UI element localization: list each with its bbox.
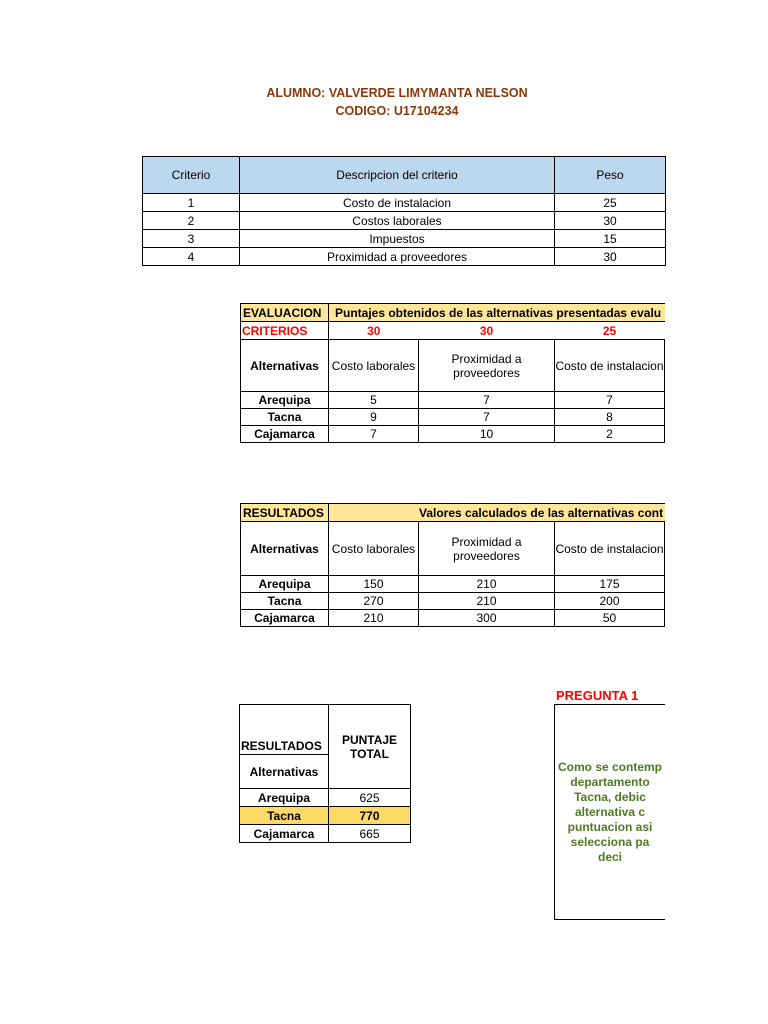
evaluacion-label: EVALUACION [241,304,329,322]
cell: 5 [329,392,419,409]
cell: Impuestos [240,230,555,248]
cell: 10 [419,426,555,443]
criteria-header-row [143,157,666,194]
col-puntaje-total: PUNTAJE TOTAL [329,705,411,789]
table-row [240,825,411,843]
col-costo-laborales: Costo laborales [329,340,419,392]
col-costo-laborales: Costo laborales [329,522,419,576]
cell: 210 [329,610,419,627]
resultados-title: Valores calculados de las alternativas cont [329,504,666,522]
weight-proximidad: 30 [419,322,555,340]
student-code: CODIGO: U17104234 [335,104,459,118]
cell: 300 [419,610,555,627]
table-row [241,576,666,593]
cell: 8 [555,409,665,426]
cell: 30 [555,248,666,266]
table-row [241,409,666,426]
header-criterio: Criterio [143,157,240,194]
cell: 150 [329,576,419,593]
table-row [241,593,666,610]
totales-table [239,704,411,843]
cell: 50 [555,610,665,627]
cell: 665 [329,825,411,843]
cell: 2 [143,212,240,230]
table-row [143,230,666,248]
resultados-table [240,503,665,627]
row-label: Arequipa [240,789,329,807]
pregunta-line: alternativa c [574,805,646,819]
pregunta-line: Tacna, debic [574,790,646,804]
row-label: Cajamarca [241,426,329,443]
criteria-table [142,156,666,266]
totales-label: RESULTADOS [240,705,329,755]
pregunta-line: selecciona pa [570,835,650,849]
row-label: Cajamarca [240,825,329,843]
col-costo-instalacion: Costo de instalacion [555,340,665,392]
evaluacion-title: Puntajes obtenidos de las alternativas presentadas evalu [329,304,666,322]
cell: 1 [143,194,240,212]
row-label: Tacna [241,409,329,426]
row-label: Tacna [241,593,329,610]
table-row [143,212,666,230]
student-name: ALUMNO: VALVERDE LIMYMANTA NELSON [266,86,528,100]
cell: 4 [143,248,240,266]
header-peso: Peso [555,157,666,194]
col-proximidad: Proximidad a proveedores [419,522,555,576]
cell: 200 [555,593,665,610]
col-alternativas: Alternativas [241,340,329,392]
resultados-label: RESULTADOS [241,504,329,522]
cell: 270 [329,593,419,610]
cell: 175 [555,576,665,593]
table-row [241,392,666,409]
table-row [143,194,666,212]
cell: 7 [329,426,419,443]
cell: 9 [329,409,419,426]
header-descripcion: Descripcion del criterio [240,157,555,194]
col-proximidad: Proximidad a proveedores [419,340,555,392]
pregunta-line: puntuacion asi [567,820,653,834]
cell: 2 [555,426,665,443]
table-row-highlight [240,807,411,825]
table-row [241,610,666,627]
cell: 625 [329,789,411,807]
pregunta-label: PREGUNTA 1 [556,688,639,703]
col-alternativas: Alternativas [241,522,329,576]
weight-costo-laborales: 30 [329,322,419,340]
cell: 30 [555,212,666,230]
pregunta-line: Como se contemp [557,760,662,774]
pregunta-line: departamento [570,775,650,789]
cell: Proximidad a proveedores [240,248,555,266]
col-alternativas: Alternativas [240,755,329,789]
row-label: Arequipa [241,392,329,409]
cell: 25 [555,194,666,212]
table-row [240,789,411,807]
col-costo-instalacion: Costo de instalacion [555,522,665,576]
cell: 7 [419,392,555,409]
criterios-label: CRITERIOS [241,322,329,340]
cell: 770 [329,807,411,825]
cell: 7 [555,392,665,409]
cell: 210 [419,593,555,610]
row-label: Arequipa [241,576,329,593]
cell: 7 [419,409,555,426]
weight-costo-instalacion: 25 [555,322,665,340]
table-row [143,248,666,266]
pregunta-text [554,760,665,865]
evaluacion-table [240,303,665,443]
pregunta-box [554,704,665,920]
row-label: Tacna [240,807,329,825]
cell: 15 [555,230,666,248]
table-row [241,426,666,443]
pregunta-line: deci [597,850,622,864]
cell: Costo de instalacion [240,194,555,212]
cell: 3 [143,230,240,248]
cell: 210 [419,576,555,593]
row-label: Cajamarca [241,610,329,627]
cell: Costos laborales [240,212,555,230]
